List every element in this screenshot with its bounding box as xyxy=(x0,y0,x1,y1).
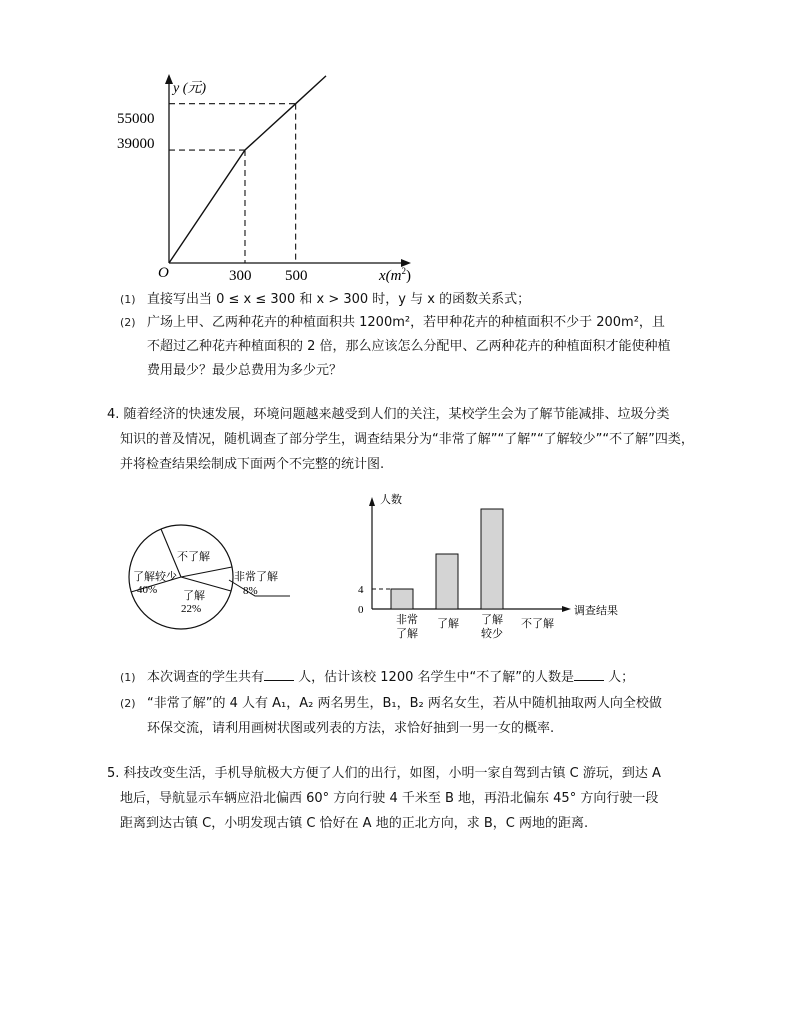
q4-intro-line2: 知识的普及情况，随机调查了部分学生，调查结果分为“非常了解”“了解”“了解较少”“不了解”四类， xyxy=(120,432,694,447)
cost-line-graph xyxy=(105,70,435,290)
q3-part1-number: (1) xyxy=(120,293,136,306)
q4-part1-number: (1) xyxy=(120,671,136,684)
x-axis-label: $x(m^2)$ xyxy=(379,266,411,284)
x-tick-500: 500 xyxy=(285,268,308,284)
bar-cat-feichang-2: 了解 xyxy=(396,627,418,640)
bar-cat-liaojie-jiaoshao-1: 了解 xyxy=(481,613,503,626)
q3-part2-number: (2) xyxy=(120,316,136,329)
q4-blank-total xyxy=(264,668,294,681)
q3-part2-line2: 不超过乙种花卉种植面积的 2 倍，那么应该怎么分配甲、乙两种花卉的种植面积才能使种植 xyxy=(147,339,671,354)
q5-line3: 距离到达古镇 C，小明发现古镇 C 恰好在 A 地的正北方向，求 B，C 两地的距离. xyxy=(120,816,589,831)
q3-part2-line1: 广场上甲、乙两种花卉的种植面积共 1200m²，若甲种花卉的种植面积不少于 200m²，且 xyxy=(147,315,665,330)
bar-cat-bu-liaojie: 不了解 xyxy=(521,617,554,630)
bar-y-axis-arrow xyxy=(369,497,375,506)
pie-label-feichang-liaojie: 非常了解 xyxy=(234,570,278,583)
q5-line1: 5. 科技改变生活，手机导航极大方便了人们的出行，如图，小明一家自驾到古镇 C 游玩，到达 A xyxy=(107,766,661,781)
x-tick-300: 300 xyxy=(229,268,252,284)
q4-part1-b: 人，估计该校 1200 名学生中“不了解”的人数是 xyxy=(298,670,574,685)
pie-label-liaojie: 了解 xyxy=(183,589,205,602)
q5-line2: 地后，导航显示车辆应沿北偏西 60° 方向行驶 4 千米至 B 地，再沿北偏东 45° 方向行驶一段 xyxy=(120,791,659,806)
pie-pct-feichang-liaojie: 8% xyxy=(243,585,258,597)
q4-part2-line1: “非常了解”的 4 人有 A₁，A₂ 两名男生，B₁，B₂ 两名女生，若从中随机抽取两人向全校做 xyxy=(147,696,662,711)
survey-pie-chart xyxy=(125,520,305,640)
bar-2 xyxy=(481,509,503,609)
survey-bar-chart xyxy=(350,490,640,650)
pie-label-liaojie-jiaoshao: 了解较少 xyxy=(133,570,177,583)
bar-1 xyxy=(436,554,458,609)
bar-cat-feichang-1: 非常 xyxy=(396,613,418,626)
origin-label: O xyxy=(158,265,169,281)
bar-y-axis-label: 人数 xyxy=(380,493,402,506)
pie-label-bu-liaojie: 不了解 xyxy=(177,550,210,563)
bar-y-tick-4: 4 xyxy=(358,584,364,596)
y-tick-39000: 39000 xyxy=(117,136,155,152)
q4-intro-line1: 4. 随着经济的快速发展，环境问题越来越受到人们的关注，某校学生会为了解节能减排、垃圾分类 xyxy=(107,407,670,422)
pie-pct-liaojie-jiaoshao: 40% xyxy=(137,584,158,596)
q4-blank-unknown xyxy=(574,668,604,681)
q4-part1-a: 本次调查的学生共有 xyxy=(147,670,265,685)
bar-x-axis-arrow xyxy=(562,606,571,612)
bar-cat-liaojie-jiaoshao-2: 较少 xyxy=(481,627,503,640)
y-axis-arrow xyxy=(165,74,173,84)
bar-0 xyxy=(391,589,413,609)
q3-part2-line3: 费用最少？最少总费用为多少元？ xyxy=(147,363,343,378)
bar-x-axis-label: 调查结果 xyxy=(574,604,618,617)
q4-part1-text xyxy=(147,668,634,688)
q4-intro-line3: 并将检查结果绘制成下面两个不完整的统计图. xyxy=(120,457,385,472)
q4-part1-c: 人； xyxy=(608,670,635,685)
pie-pct-liaojie: 22% xyxy=(181,603,202,615)
y-axis-label: y (元) xyxy=(173,81,207,96)
q3-part1-text: 直接写出当 0 ≤ x ≤ 300 和 x > 300 时，y 与 x 的函数关系式； xyxy=(147,292,531,307)
bar-cat-liaojie: 了解 xyxy=(437,617,459,630)
y-tick-55000: 55000 xyxy=(117,111,155,127)
q4-part2-line2: 环保交流，请利用画树状图或列表的方法，求恰好抽到一男一女的概率. xyxy=(147,721,555,736)
bar-y-tick-0: 0 xyxy=(358,604,364,616)
q4-part2-number: (2) xyxy=(120,697,136,710)
